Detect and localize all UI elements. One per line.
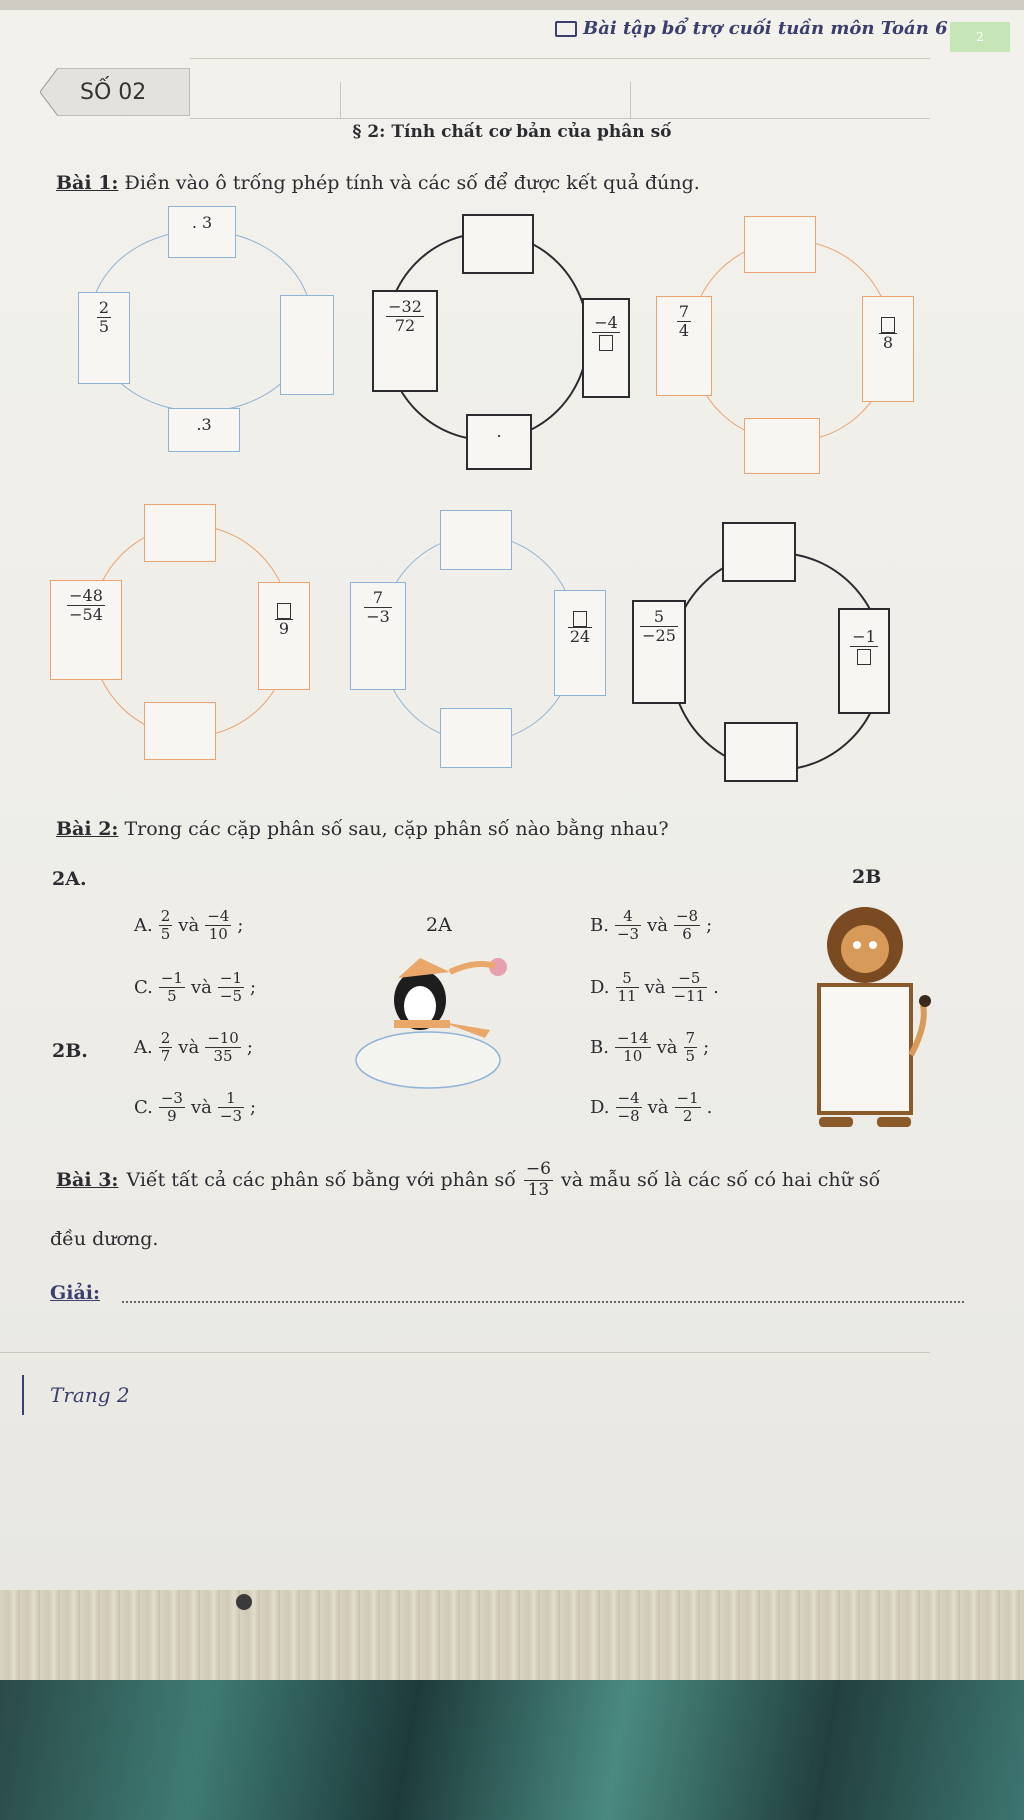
frac-den: −3 [219, 1107, 243, 1126]
circle-1-top-box[interactable]: . 3 [168, 206, 236, 258]
va-text: và [647, 915, 668, 937]
frac-2 [205, 908, 231, 944]
circle-5-left-box[interactable] [350, 582, 406, 690]
bai3-label: Bài 3: [56, 1169, 119, 1192]
giai-label: Giải: [50, 1282, 100, 1304]
frac-num: −32 [388, 297, 422, 316]
option-end: ; [250, 1097, 257, 1119]
frac-num: 7 [678, 302, 690, 321]
top-strip [0, 0, 1024, 10]
frac-num: 2 [98, 298, 110, 317]
blank-square[interactable] [599, 335, 613, 351]
frac-2 [675, 1090, 701, 1126]
circle-6-right-frac [850, 628, 878, 666]
frac-num: −1 [676, 1089, 699, 1107]
option-end: ; [250, 977, 257, 999]
bai3-text-before: Viết tất cả các phân số bằng với phân số [126, 1169, 516, 1192]
circle-3-bottom-box[interactable] [744, 418, 820, 474]
frac-den: −5 [219, 987, 243, 1006]
page-chip: 2 [950, 22, 1010, 52]
frac-1 [616, 970, 639, 1006]
frac-1 [159, 970, 185, 1006]
frac-num: 2 [160, 1029, 171, 1047]
header-divider-2 [630, 82, 631, 118]
option-end: ; [237, 915, 244, 937]
frac-num: 5 [640, 608, 678, 627]
frac-den: 24 [569, 627, 591, 647]
frac-2 [674, 908, 700, 944]
frac-num: 1 [218, 1090, 244, 1108]
footer-bar [22, 1375, 24, 1415]
circle-1-bottom-box[interactable]: .3 [168, 408, 240, 452]
frac-den: 6 [682, 925, 692, 944]
header-title [555, 18, 948, 39]
frac-num: −5 [672, 970, 708, 988]
mascot-2a-label: 2A [426, 914, 452, 936]
option-2b-d[interactable] [590, 1090, 712, 1126]
frac-num: 2 [160, 907, 171, 925]
frac-den: 9 [278, 619, 290, 639]
option-end: . [706, 1097, 713, 1119]
frac-num-blank [879, 315, 897, 334]
bai3-prompt [56, 1160, 880, 1200]
bai2-prompt [56, 818, 669, 840]
lion-mascot-illustration [805, 905, 935, 1140]
bai1-text: Điền vào ô trống phép tính và các số để được kết quả đúng. [124, 172, 700, 194]
blank-square[interactable] [881, 317, 895, 333]
option-letter: D. [590, 977, 610, 999]
circle-4-left-frac [67, 587, 105, 625]
va-text: và [190, 1097, 212, 1119]
circle-2-right-box[interactable] [582, 298, 630, 398]
circle-4-top-box[interactable] [144, 504, 216, 562]
frac-1 [616, 1090, 642, 1126]
option-end: . [713, 977, 719, 999]
frac-2 [672, 970, 708, 1006]
frac-den: −54 [69, 605, 103, 625]
frac-den: 10 [208, 925, 228, 944]
circle-5-top-box[interactable] [440, 510, 512, 570]
bai3-fraction [524, 1160, 553, 1200]
va-text: và [644, 977, 666, 999]
frac-num: −6 [525, 1159, 551, 1179]
frac-num: −4 [594, 313, 618, 332]
option-letter: B. [590, 1037, 609, 1059]
option-letter: C. [134, 977, 153, 999]
header-rule-2 [190, 118, 930, 119]
option-2b-c[interactable] [134, 1090, 256, 1126]
frac-den: 13 [527, 1179, 550, 1200]
option-2b-a[interactable] [134, 1030, 253, 1066]
option-2a-d[interactable] [590, 970, 719, 1006]
bai1-label: Bài 1: [56, 172, 119, 194]
circle-6-top-box[interactable] [722, 522, 796, 582]
blank-square[interactable] [277, 603, 291, 619]
option-letter: A. [134, 1037, 153, 1059]
header-rule [190, 58, 930, 59]
frac-num: −1 [852, 627, 876, 646]
bai3-text-after: và mẫu số là các số có hai chữ số [560, 1169, 881, 1192]
frac-1 [159, 1030, 173, 1066]
circle-4-bottom-box[interactable] [144, 702, 216, 760]
header-title-text: Bài tập bổ trợ cuối tuần môn Toán 6 [583, 18, 948, 39]
frac-num: 4 [615, 908, 641, 926]
option-letter: A. [134, 915, 153, 937]
va-text: và [190, 977, 212, 999]
va-text: và [656, 1037, 678, 1059]
desk-knob [236, 1594, 252, 1610]
frac-num: −1 [219, 969, 243, 987]
circle-2-left-box[interactable] [372, 290, 438, 392]
circle-6-right-box[interactable] [838, 608, 890, 714]
frac-num: −3 [160, 1089, 183, 1107]
frac-den-blank [850, 647, 878, 665]
frac-num: −14 [616, 1029, 649, 1047]
frac-1 [615, 908, 641, 944]
circle-5-left-frac [364, 589, 392, 627]
blank-square[interactable] [857, 649, 871, 665]
circle-2-right-frac [592, 314, 620, 352]
frac-1 [159, 1090, 185, 1126]
frac-1 [615, 1030, 651, 1066]
circle-4-right-box[interactable] [258, 582, 310, 690]
frac-num: −4 [617, 1089, 640, 1107]
circle-5-right-box[interactable] [554, 590, 606, 696]
frac-num-blank [568, 609, 592, 628]
circle-3-left-frac [677, 303, 691, 341]
bai1-prompt [56, 172, 700, 194]
option-2a-a[interactable] [134, 908, 243, 944]
frac-1 [159, 908, 173, 944]
frac-den: 2 [682, 1107, 693, 1126]
circle-1-right-box[interactable] [280, 295, 334, 395]
badge-label: SỐ 02 [80, 80, 147, 105]
sub-2b-label: 2B. [52, 1040, 88, 1062]
frac-2 [205, 1030, 241, 1066]
folder-icon [555, 21, 577, 37]
frac-den: 11 [617, 987, 637, 1006]
option-end: ; [706, 915, 713, 937]
sub-2b-right-label: 2B [852, 866, 882, 888]
frac-num: −10 [207, 1029, 239, 1047]
circle-4-right-frac [275, 601, 293, 639]
circle-6-left-box[interactable] [632, 600, 686, 704]
wooden-desk [0, 1590, 1024, 1680]
circle-3-right-frac [879, 315, 897, 353]
frac-den: 9 [167, 1107, 177, 1126]
circle-3-right-box[interactable] [862, 296, 914, 402]
bai2-label: Bài 2: [56, 818, 119, 840]
frac-num-blank [275, 601, 293, 620]
frac-den: −11 [673, 987, 706, 1006]
frac-den: −3 [616, 925, 640, 944]
circle-4-left-box[interactable] [50, 580, 122, 680]
header-divider [340, 82, 341, 118]
frac-num: −1 [160, 969, 183, 987]
frac-den: 7 [160, 1047, 171, 1066]
frac-2 [218, 970, 244, 1006]
option-end: ; [246, 1037, 253, 1059]
frac-num: −48 [69, 586, 103, 605]
va-text: và [647, 1097, 669, 1119]
circle-2-left-frac [386, 298, 424, 336]
frac-den: −8 [617, 1107, 640, 1126]
sub-2a-label: 2A. [52, 868, 87, 890]
circle-2-bottom-box[interactable]: . [466, 414, 532, 470]
blank-square[interactable] [573, 611, 587, 627]
circle-3-top-box[interactable] [744, 216, 816, 273]
footer-page-label: Trang 2 [50, 1383, 130, 1407]
circle-2-top-box[interactable] [462, 214, 534, 274]
frac-2 [218, 1090, 244, 1126]
frac-den: 35 [213, 1047, 233, 1066]
section-title: § 2: Tính chất cơ bản của phân số [352, 122, 672, 142]
frac-den: −3 [366, 607, 390, 627]
frac-den: 10 [623, 1047, 643, 1066]
option-2b-b[interactable] [590, 1030, 709, 1066]
frac-num: 5 [616, 970, 639, 988]
circle-5-right-frac [568, 609, 592, 647]
circle-5-bottom-box[interactable] [440, 708, 512, 768]
answer-line[interactable] [122, 1300, 964, 1303]
bai2-text: Trong các cặp phân số sau, cặp phân số nào bằng nhau? [124, 818, 669, 840]
frac-2 [684, 1030, 698, 1066]
circle-3-left-box[interactable] [656, 296, 712, 396]
frac-den: −25 [642, 626, 676, 646]
frac-den: 5 [685, 1047, 696, 1066]
frac-num: 7 [685, 1029, 696, 1047]
frac-num: 7 [364, 589, 392, 608]
frac-den: 8 [882, 333, 894, 353]
frac-den-blank [592, 333, 620, 351]
option-2a-b[interactable] [590, 908, 712, 944]
circle-1-left-box[interactable] [78, 292, 130, 384]
option-letter: B. [590, 915, 609, 937]
option-end: ; [703, 1037, 710, 1059]
footer-rule [0, 1352, 930, 1353]
frac-den: 4 [678, 321, 690, 341]
penguin-mascot-illustration [350, 950, 520, 1090]
option-2a-c[interactable] [134, 970, 256, 1006]
frac-den: 72 [394, 316, 416, 336]
va-text: và [178, 915, 200, 937]
circle-6-left-frac [640, 608, 678, 646]
circle-1-left-frac [97, 299, 111, 337]
option-letter: C. [134, 1097, 153, 1119]
circle-6-bottom-box[interactable] [724, 722, 798, 782]
option-letter: D. [590, 1097, 610, 1119]
frac-den: 5 [167, 987, 177, 1006]
frac-den: 5 [160, 925, 171, 944]
va-text: và [178, 1037, 200, 1059]
table-cloth [0, 1680, 1024, 1820]
frac-num: −8 [675, 907, 699, 925]
bai3-line2: đều dương. [50, 1228, 159, 1250]
frac-num: −4 [207, 907, 230, 925]
frac-den: 5 [98, 317, 110, 337]
